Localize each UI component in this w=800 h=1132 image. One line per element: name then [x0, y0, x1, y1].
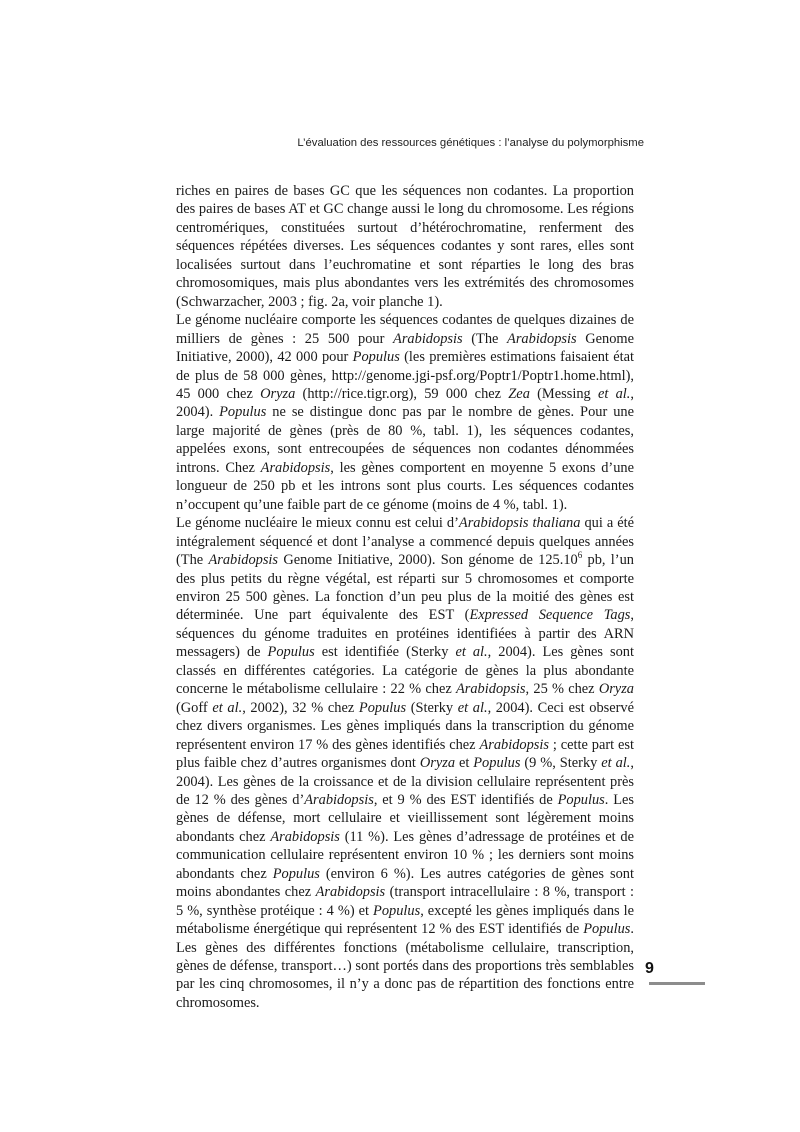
- text-run: est identifiée (Sterky: [314, 644, 456, 661]
- italic-run: Oryza: [260, 385, 296, 402]
- text-run: , 2002), 32 % chez: [242, 699, 359, 716]
- page-number-rule: [649, 982, 705, 985]
- italic-run: Arabidopsis: [479, 736, 550, 753]
- italic-run: Populus: [352, 349, 400, 366]
- text-run: et: [455, 755, 474, 772]
- italic-run: Populus: [473, 755, 521, 772]
- italic-run: et al.: [212, 699, 243, 716]
- text-run: (Sterky: [406, 699, 458, 716]
- paragraph-3: [176, 514, 634, 1012]
- text-run: ; cette part est plus faible chez d’autres organismes dont: [176, 736, 634, 772]
- italic-run: Expressed Sequence Tags: [469, 607, 631, 624]
- paragraph-2: [176, 311, 634, 514]
- text-run: (transport intracellulaire : 8 %, transport : 5 %, synthèse protéique : 4 %) et: [176, 884, 634, 919]
- italic-run: Populus: [267, 644, 315, 661]
- text-run: qui a été intégralement séquencé et dont l’analyse a commencé depuis quelques années (The: [176, 515, 634, 569]
- italic-run: Arabidopsis: [455, 681, 526, 698]
- body-text: [176, 182, 634, 1012]
- superscript: 6: [577, 550, 583, 561]
- text-run: . Les gènes de défense, mort cellulaire et vieillissement sont légèrement moins abondants chez: [176, 791, 634, 845]
- text-run: , 2004). Ceci est observé chez divers organismes. Les gènes impliqués dans la transcription du génome représentent environ 17 % des gènes identifiés chez: [176, 699, 635, 753]
- running-header: L’évaluation des ressources génétiques : l’analyse du polymorphisme: [297, 137, 644, 149]
- italic-run: Arabidopsis: [304, 791, 374, 808]
- paragraph-1: [176, 182, 634, 311]
- text-run: (environ 6 %). Les autres catégories de gènes sont moins abondantes chez: [176, 865, 634, 901]
- page-number: 9: [645, 960, 654, 977]
- text-run: (Goff: [176, 699, 213, 716]
- text-run: ne se distingue donc pas par le nombre de gènes. Pour une large majorité de gènes (près de 80 %, tabl. 1), les séquences codantes, appelées exons, sont entrecoupées de séquences non codantes dénommées introns. Chez: [176, 404, 634, 476]
- text-run: riches en paires de bases GC que les séquences non codantes. La proportion des paires de bases AT et GC change aussi le long du chromosome. Les régions centromériques, constituées surtout d’hétérochromatine, renferment des séquences répétées diverses. Les séquences codantes y sont rares, elles sont localisées surtout dans l’euchromatine et sont réparties le long des bras chromosomiques, mais plus abondantes vers les extrémités des chromosomes (Schwarzacher, 2003 ; fig. 2a, voir planche 1).: [176, 183, 634, 310]
- text-run: , excepté les gènes impliqués dans le métabolisme énergétique qui représentent 12 % des EST identifiés de: [176, 902, 634, 938]
- italic-run: Arabidopsis: [393, 330, 463, 347]
- text-run: (les premières estimations faisaient état de plus de 58 000 gènes, http://genome.jgi-psf.org/Poptr1/Poptr1.home.html), 45 000 chez: [176, 349, 634, 402]
- italic-run: et al.: [597, 385, 631, 402]
- italic-run: et al.: [457, 699, 488, 716]
- text-run: , séquences du génome traduites en protéines identifiées à partir des ARN messagers) de: [176, 607, 634, 661]
- text-run: Genome Initiative, 2000), 42 000 pour: [176, 330, 634, 366]
- italic-run: Populus: [272, 865, 320, 882]
- italic-run: Oryza: [598, 681, 634, 698]
- italic-run: et al.: [455, 644, 488, 661]
- italic-run: Populus: [373, 902, 421, 919]
- italic-run: Arabidopsis: [270, 828, 340, 845]
- text-run: (9 %, Sterky: [520, 755, 602, 772]
- italic-run: Populus: [557, 791, 605, 808]
- italic-run: Arabidopsis: [315, 884, 386, 901]
- text-run: (Messing: [529, 385, 598, 402]
- text-run: Genome Initiative, 2000). Son génome de 125.10: [278, 552, 578, 569]
- italic-run: Populus: [583, 921, 631, 938]
- text-run: , 2004).: [176, 385, 634, 421]
- text-run: Le génome nucléaire le mieux connu est celui d’: [176, 515, 459, 532]
- text-run: (http://rice.tigr.org), 59 000 chez: [295, 385, 509, 402]
- text-run: , 2004). Les gènes sont classés en différentes catégories. La catégorie de gènes la plus abondante concerne le métabolisme cellulaire : 22 % chez: [176, 644, 635, 698]
- text-run: , et 9 % des EST identifiés de: [373, 791, 558, 808]
- italic-run: Arabidopsis: [260, 459, 331, 476]
- text-run: , les gènes comportent en moyenne 5 exons d’une longueur de 250 pb et les introns sont plus courts. Les séquences codantes n’occupent qu’une faible part de ce génome (moins de 4 %, tabl. 1).: [176, 459, 634, 513]
- italic-run: Oryza: [419, 755, 456, 772]
- text-run: , 2004). Les gènes de la croissance et de la division cellulaire représentent près de 12 % des gènes d’: [176, 755, 634, 808]
- text-run: Le génome nucléaire comporte les séquences codantes de quelques dizaines de milliers de gènes : 25 500 pour: [176, 312, 634, 347]
- text-run: , 25 % chez: [525, 681, 599, 698]
- text-run: . Les gènes des différentes fonctions (métabolisme cellulaire, transcription, gènes de défense, transport…) sont portés dans des proportions très semblables par les cinq chromosomes, il n’y a donc pas de répartition des fonctions entre chromosomes.: [176, 921, 634, 1011]
- italic-run: Zea: [508, 385, 530, 402]
- text-run: (11 %). Les gènes d’adressage de protéines et de communication cellulaire représentent environ 10 % ; les derniers sont moins abondants chez: [176, 828, 634, 882]
- italic-run: Arabidopsis: [208, 552, 279, 569]
- italic-run: et al.: [601, 755, 631, 772]
- italic-run: Arabidopsis: [507, 330, 577, 347]
- italic-run: Populus: [219, 404, 267, 421]
- text-run: (The: [462, 330, 508, 347]
- italic-run: Arabidopsis thaliana: [458, 515, 581, 532]
- italic-run: Populus: [358, 699, 407, 716]
- text-run: pb, l’un des plus petits du règne végétal, est réparti sur 5 chromosomes et comporte environ 25 500 gènes. La fonction d’un peu plus de la moitié des gènes est déterminée. Une part équivalente des EST (: [176, 552, 634, 624]
